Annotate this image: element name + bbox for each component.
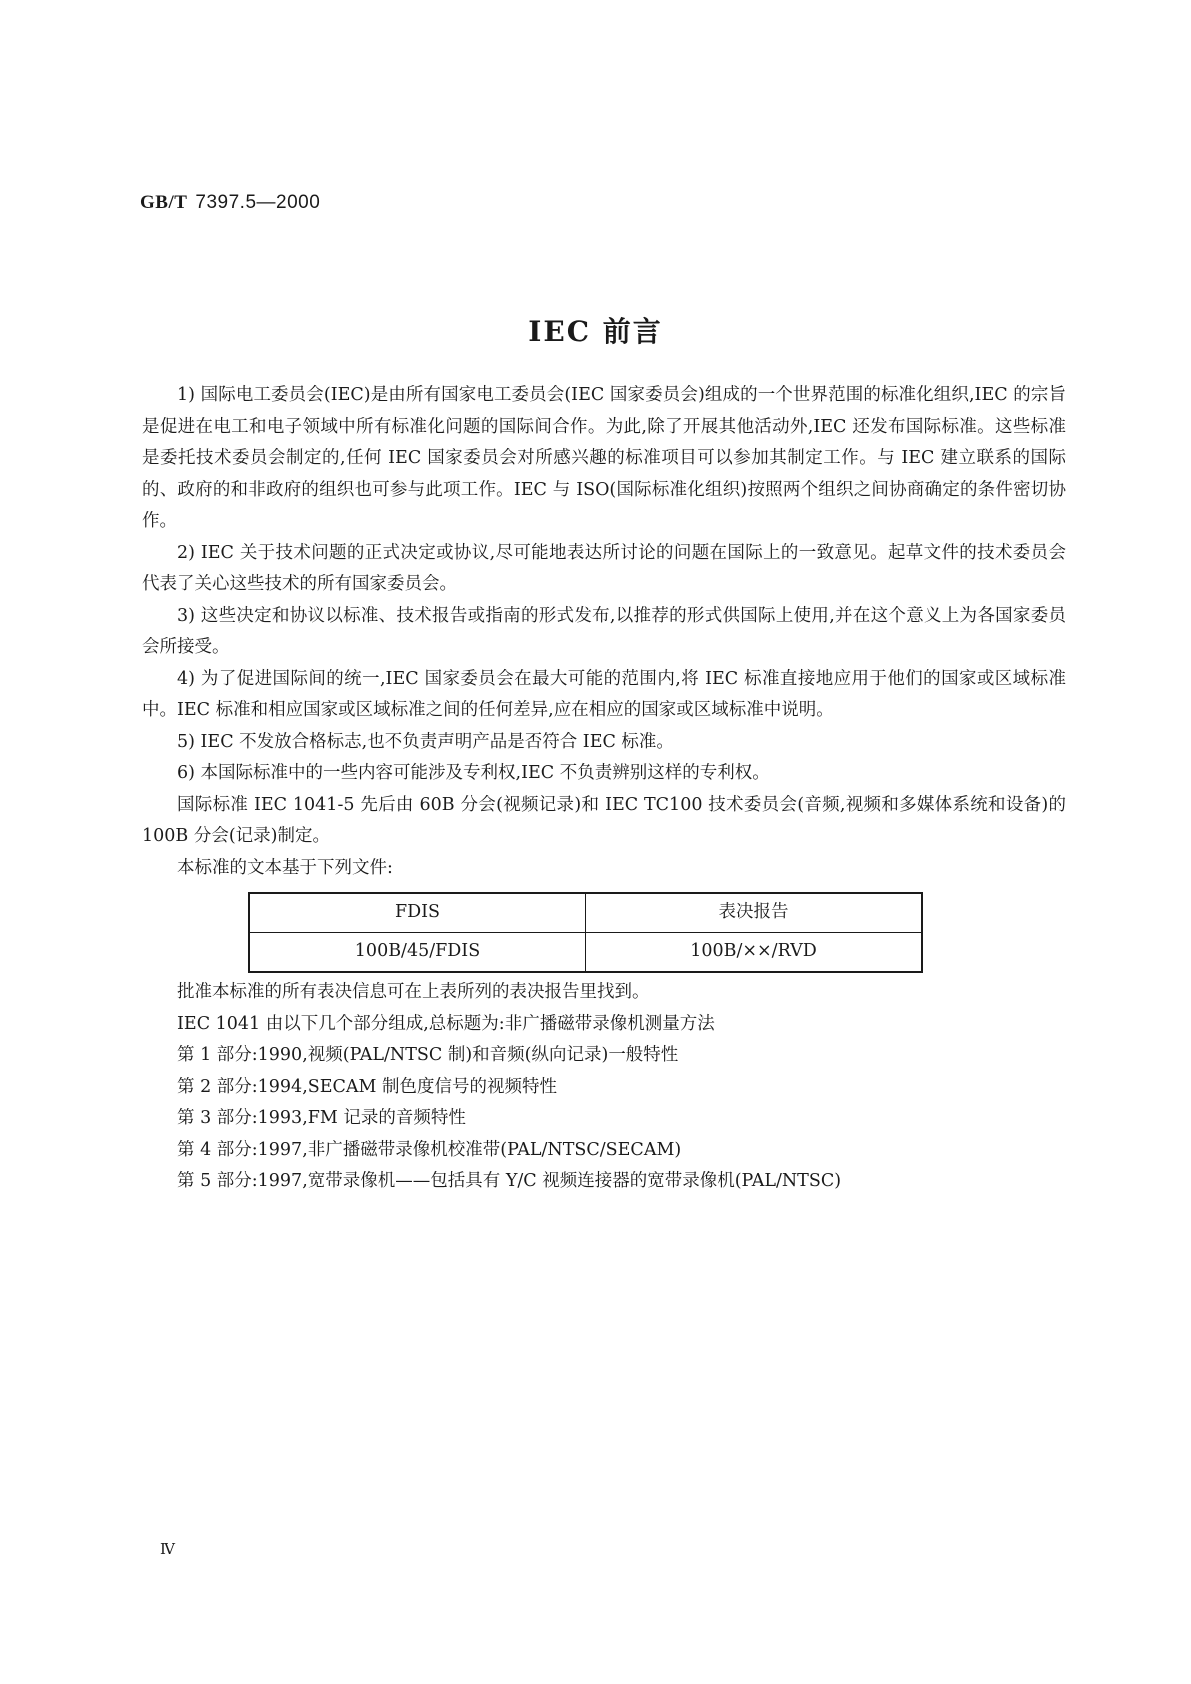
list-item-part-1: 第 1 部分:1990,视频(PAL/NTSC 制)和音频(纵向记录)一般特性: [177, 1045, 679, 1065]
parts-list: [142, 977, 1066, 1198]
table-cell-rvd: 100B/××/RVD: [586, 933, 923, 973]
document-body: [142, 380, 1066, 1198]
paragraph-6: 6) 本国际标准中的一些内容可能涉及专利权,IEC 不负责辨别这样的专利权。: [177, 763, 770, 783]
paragraph-2: 2) IEC 关于技术问题的正式决定或协议,尽可能地表达所讨论的问题在国际上的一致意见。起草文件的技术委员会代表了关心这些技术的所有国家委员会。: [142, 542, 1066, 594]
standard-number: 7397.5—2000: [195, 192, 321, 213]
standard-number-header: [140, 191, 320, 214]
table-header-row: [249, 893, 922, 933]
table-row: [249, 933, 922, 973]
list-item-part-2: 第 2 部分:1994,SECAM 制色度信号的视频特性: [177, 1076, 558, 1097]
paragraph-basis: 本标准的文本基于下列文件:: [177, 857, 393, 878]
standard-prefix: GB/T: [140, 192, 188, 213]
list-item-part-5: 第 5 部分:1997,宽带录像机——包括具有 Y/C 视频连接器的宽带录像机(PAL/NTSC): [177, 1171, 842, 1191]
table-cell-fdis: 100B/45/FDIS: [249, 933, 586, 973]
page-number: Ⅳ: [160, 1540, 175, 1558]
paragraph-3: 3) 这些决定和协议以标准、技术报告或指南的形式发布,以推荐的形式供国际上使用,并在这个意义上为各国家委员会所接受。: [142, 605, 1066, 657]
list-item-part-4: 第 4 部分:1997,非广播磁带录像机校准带(PAL/NTSC/SECAM): [177, 1139, 682, 1160]
paragraph-approval: 批准本标准的所有表决信息可在上表所列的表决报告里找到。: [177, 982, 650, 1002]
paragraph-4: 4) 为了促进国际间的统一,IEC 国家委员会在最大可能的范围内,将 IEC 标准直接地应用于他们的国家或区域标准中。IEC 标准和相应国家或区域标准之间的任何差异,应在相应的国家或区域标准中说明。: [142, 668, 1066, 720]
table-header-fdis: FDIS: [249, 893, 586, 933]
list-item-part-3: 第 3 部分:1993,FM 记录的音频特性: [177, 1108, 466, 1128]
table-header-vote-report: 表决报告: [586, 893, 923, 933]
paragraph-5: 5) IEC 不发放合格标志,也不负责声明产品是否符合 IEC 标准。: [177, 731, 674, 752]
paragraph-1: 1) 国际电工委员会(IEC)是由所有国家电工委员会(IEC 国家委员会)组成的一个世界范围的标准化组织,IEC 的宗旨是促进在电工和电子领域中所有标准化问题的国际间合作。为此,除了开展其他活动外,IEC 还发布国际标准。这些标准是委托技术委员会制定的,任何 IEC 国家委员会对所感兴趣的标准项目可以参加其制定工作。与 IEC 建立联系的国际的、政府的和非政府的组织也可参与此项工作。IEC 与 ISO(国际标准化组织)按照两个组织之间协商确定的条件密切协作。: [142, 385, 1066, 531]
documents-table: [248, 892, 923, 973]
paragraph-origin: 国际标准 IEC 1041-5 先后由 60B 分会(视频记录)和 IEC TC100 技术委员会(音频,视频和多媒体系统和设备)的 100B 分会(记录)制定。: [142, 794, 1066, 846]
page-title: IEC 前言: [528, 315, 663, 348]
paragraph-parts-intro: IEC 1041 由以下几个部分组成,总标题为:非广播磁带录像机测量方法: [177, 1013, 715, 1034]
